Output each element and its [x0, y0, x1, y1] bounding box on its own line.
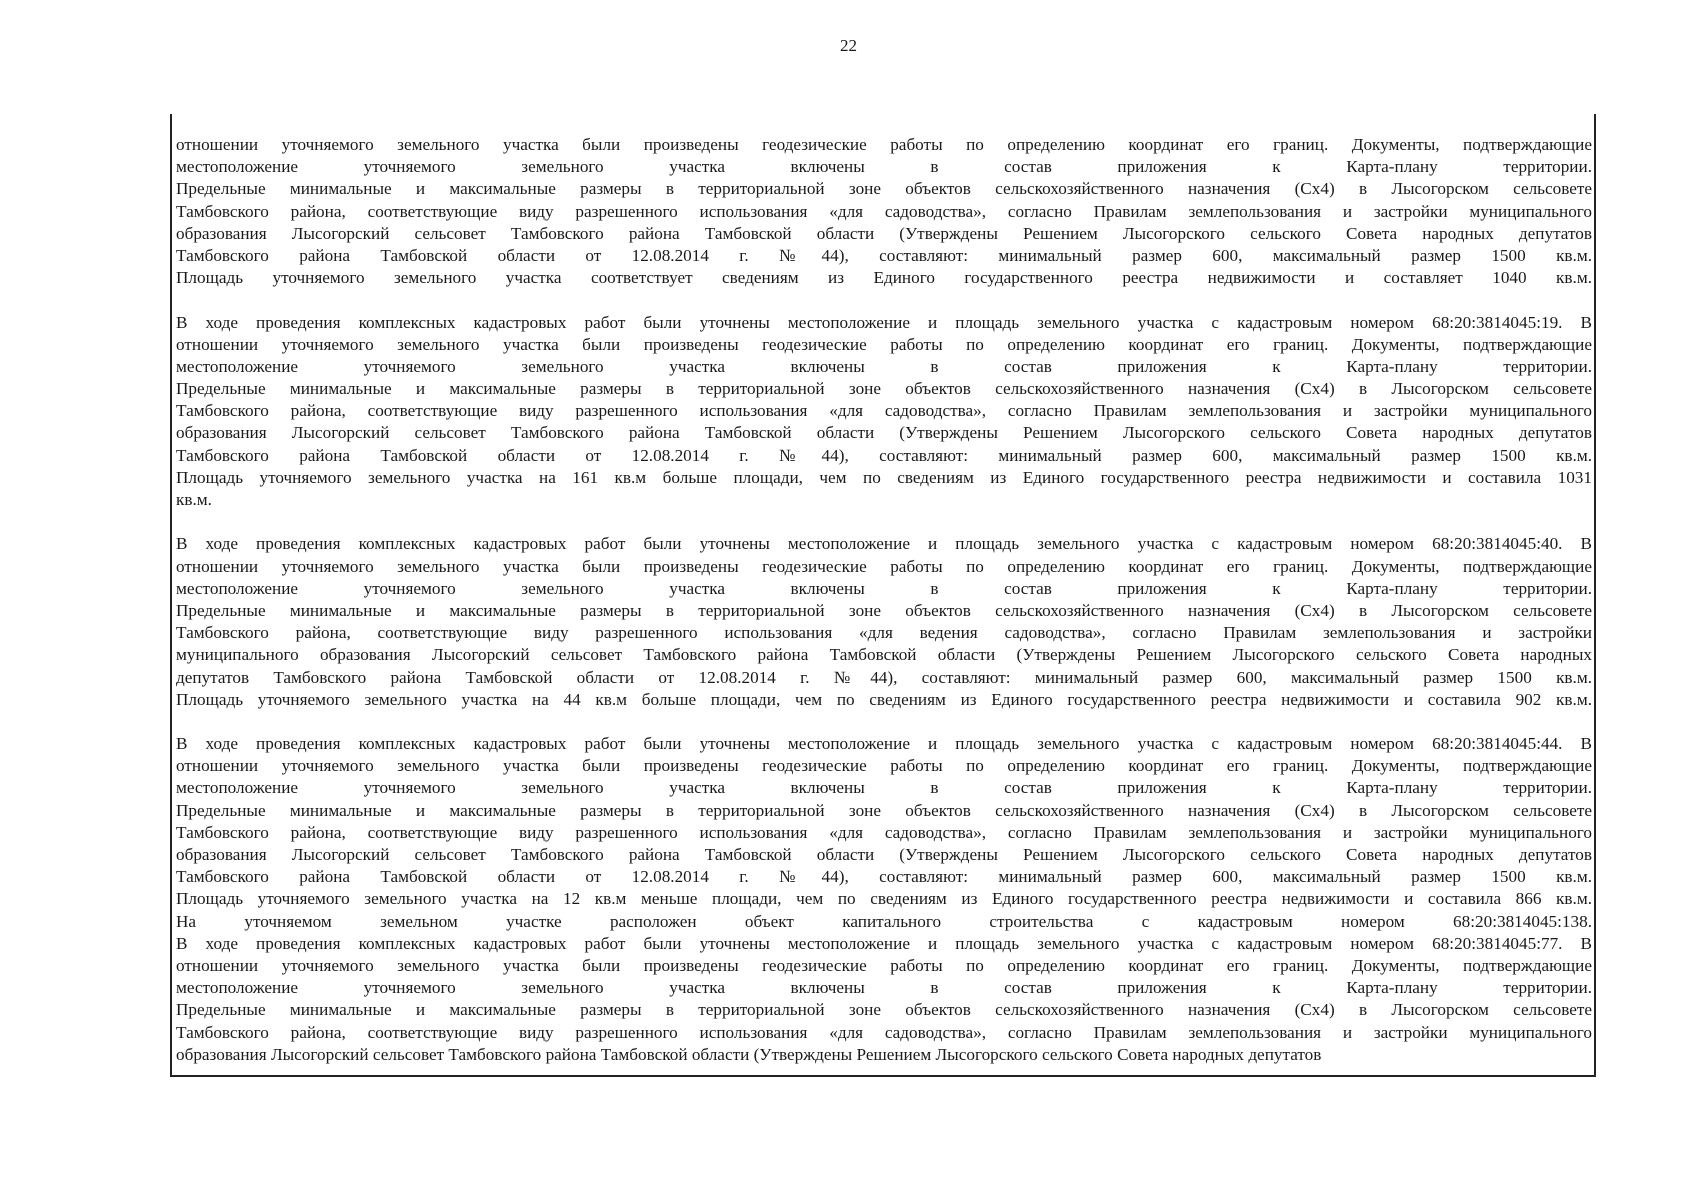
text-line: местоположение уточняемого земельного участка включены в состав приложения к Карта-плану территории. — [176, 356, 1592, 376]
text-line: Предельные минимальные и максимальные размеры в территориальной зоне объектов сельскохозяйственного назначения (Сх4) в Лысогорском сельсовете — [176, 1000, 1592, 1020]
text-line: образования Лысогорский сельсовет Тамбовского района Тамбовской области (Утверждены Решением Лысогорского сельского Совета народных депутатов — [176, 845, 1592, 864]
paragraph-gap — [176, 711, 1592, 733]
text-line: Предельные минимальные и максимальные размеры в территориальной зоне объектов сельскохозяйственного назначения (Сх4) в Лысогорском сельсовете — [176, 600, 1592, 620]
paragraph — [176, 733, 1592, 1066]
paragraph-gap — [176, 289, 1592, 311]
text-line: отношении уточняемого земельного участка были произведены геодезические работы по определению координат его границ. Документы, подтверждающие — [176, 955, 1592, 975]
text-line: Предельные минимальные и максимальные размеры в территориальной зоне объектов сельскохозяйственного назначения (Сх4) в Лысогорском сельсовете — [176, 800, 1592, 820]
text-line: Тамбовского района Тамбовской области от 12.08.2014 г. №44), составляют: минимальный размер 600, максимальный размер 1500 кв.м. — [176, 445, 1592, 465]
text-line: Тамбовского района, соответствующие виду разрешенного использования «для садоводства», согласно Правилам землепользования и застройки муниципального — [176, 401, 1592, 421]
text-line: Тамбовского района, соответствующие виду разрешенного использования «для ведения садоводства», согласно Правилам землепользования и застройки — [176, 623, 1592, 643]
text-line: В ходе проведения комплексных кадастровых работ были уточнены местоположение и площадь земельного участка с кадастровым номером 68:20:3814045:19. В — [176, 312, 1592, 332]
paragraph-gap — [176, 511, 1592, 533]
text-line: Тамбовского района Тамбовской области от 12.08.2014 г. №44), составляют: минимальный размер 600, максимальный размер 1500 кв.м. — [176, 245, 1592, 265]
text-line: кв.м. — [176, 490, 212, 509]
text-line: образования Лысогорский сельсовет Тамбовского района Тамбовской области (Утверждены Решением Лысогорского сельского Совета народных депутатов — [176, 423, 1592, 443]
text-line: Площадь уточняемого земельного участка на 12 кв.м меньше площади, чем по сведениям из Единого государственного реестра недвижимости и составила 866 кв.м. — [176, 889, 1592, 909]
text-line: Тамбовского района, соответствующие виду разрешенного использования «для садоводства», согласно Правилам землепользования и застройки муниципального — [176, 822, 1592, 842]
text-line: Площадь уточняемого земельного участка на 44 кв.м больше площади, чем по сведениям из Единого государственного реестра недвижимости и составила 902 кв.м. — [176, 689, 1592, 709]
document-frame — [170, 114, 1596, 1077]
paragraph — [176, 533, 1592, 711]
text-line: Тамбовского района, соответствующие виду разрешенного использования «для садоводства», согласно Правилам землепользования и застройки муниципального — [176, 201, 1592, 221]
text-line: В ходе проведения комплексных кадастровых работ были уточнены местоположение и площадь земельного участка с кадастровым номером 68:20:3814045:77. В — [176, 933, 1592, 953]
text-line: депутатов Тамбовского района Тамбовской области от 12.08.2014 г. №44), составляют: минимальный размер 600, максимальный размер 1500 кв.м. — [176, 667, 1592, 687]
paragraph — [176, 312, 1592, 512]
text-line: Тамбовского района, соответствующие виду разрешенного использования «для садоводства», согласно Правилам землепользования и застройки муниципального — [176, 1022, 1592, 1042]
text-line: Площадь уточняемого земельного участка на 161 кв.м больше площади, чем по сведениям из Единого государственного реестра недвижимости и составила 1031 — [176, 467, 1592, 487]
text-line: В ходе проведения комплексных кадастровых работ были уточнены местоположение и площадь земельного участка с кадастровым номером 68:20:3814045:44. В — [176, 734, 1592, 754]
text-line: Тамбовского района Тамбовской области от 12.08.2014 г. №44), составляют: минимальный размер 600, максимальный размер 1500 кв.м. — [176, 867, 1592, 887]
text-line: отношении уточняемого земельного участка были произведены геодезические работы по определению координат его границ. Документы, подтверждающие — [176, 756, 1592, 776]
text-line: Предельные минимальные и максимальные размеры в территориальной зоне объектов сельскохозяйственного назначения (Сх4) в Лысогорском сельсовете — [176, 379, 1592, 399]
text-line: образования Лысогорский сельсовет Тамбовского района Тамбовской области (Утверждены Решением Лысогорского сельского Совета народных депутатов — [176, 1044, 1322, 1064]
text-line: муниципального образования Лысогорский сельсовет Тамбовского района Тамбовской области (Утверждены Решением Лысогорского сельского Совета народных — [176, 645, 1592, 665]
text-line: отношении уточняемого земельного участка были произведены геодезические работы по определению координат его границ. Документы, подтверждающие — [176, 556, 1592, 576]
text-line: На уточняемом земельном участке расположен объект капитального строительства с кадастровым номером 68:20:3814045:138. — [176, 911, 1592, 931]
text-line: местоположение уточняемого земельного участка включены в состав приложения к Карта-плану территории. — [176, 778, 1592, 798]
page-number: 22 — [840, 36, 857, 55]
text-line: образования Лысогорский сельсовет Тамбовского района Тамбовской области (Утверждены Решением Лысогорского сельского Совета народных депутатов — [176, 223, 1592, 243]
text-line: местоположение уточняемого земельного участка включены в состав приложения к Карта-плану территории. — [176, 978, 1592, 998]
paragraph — [176, 134, 1592, 289]
text-line: отношении уточняемого земельного участка были произведены геодезические работы по определению координат его границ. Документы, подтверждающие — [176, 334, 1592, 354]
text-line: Предельные минимальные и максимальные размеры в территориальной зоне объектов сельскохозяйственного назначения (Сх4) в Лысогорском сельсовете — [176, 179, 1592, 199]
text-line: отношении уточняемого земельного участка были произведены геодезические работы по определению координат его границ. Документы, подтверждающие — [176, 135, 1592, 154]
text-line: В ходе проведения комплексных кадастровых работ были уточнены местоположение и площадь земельного участка с кадастровым номером 68:20:3814045:40. В — [176, 534, 1592, 554]
text-line: Площадь уточняемого земельного участка соответствует сведениям из Единого государственного реестра недвижимости и составляет 1040 кв.м. — [176, 268, 1592, 288]
text-line: местоположение уточняемого земельного участка включены в состав приложения к Карта-плану территории. — [176, 578, 1592, 598]
text-line: местоположение уточняемого земельного участка включены в состав приложения к Карта-плану территории. — [176, 157, 1592, 177]
document-body — [176, 134, 1592, 1066]
